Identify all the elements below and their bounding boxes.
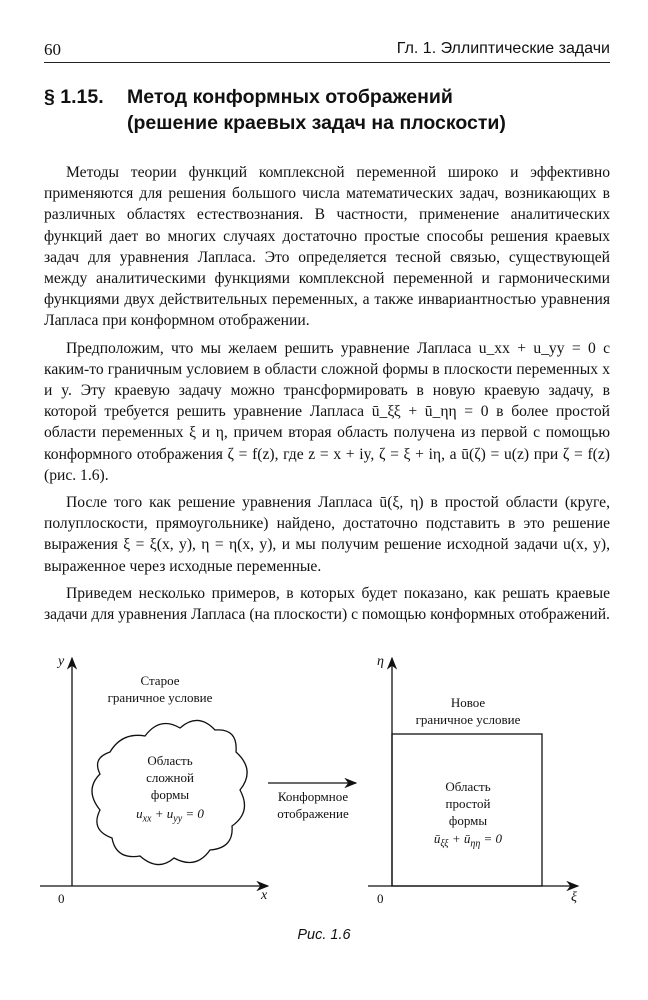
section-number: § 1.15. [44,86,104,108]
section-title-line-2: (решение краевых задач на плоскости) [127,112,506,134]
right-y-axis-label: η [377,654,384,669]
new-equation [404,830,532,853]
paragraph: После того как решение уравнения Лапласа ū(ξ, η) в простой области (круге, полуплоскости, прямоугольнике) найдено, достаточно подставить в это решение выражения ξ = ξ(x, y), η = η(x, y), и мы получим решение исходной задачи u(x, y), выраженное через исходные переменные. [44,494,610,575]
left-origin-label: 0 [58,891,65,906]
complex-region-label: Область сложной формы [146,753,194,802]
section-title-line-1: Метод конформных отображений [127,86,453,108]
left-y-axis-label: y [58,654,65,669]
old-equation [112,805,228,828]
chapter-title: Гл. 1. Эллиптические задачи [396,40,610,57]
new-boundary-label: Новое граничное условие [415,695,521,727]
body-text [44,162,610,631]
running-header [44,40,610,63]
old-boundary-label: Старое граничное условие [107,673,213,705]
right-x-axis-label: ξ [571,890,577,905]
left-equation: $u_{xx} + u_{yy} = 0$ [136,806,204,825]
paragraph: Приведем несколько примеров, в которых будет показано, как решать краевые задачи для уравнения Лапласа (на плоскости) с помощью конформных отображений. [44,584,610,624]
paragraph: Предположим, что мы желаем решить уравнение Лапласа u_xx + u_yy = 0 с каким-то граничным условием в области сложной формы в плоскости переменных x и y. Эту краевую задачу можно трансформировать в новую краевую задачу, в которой требуется решить уравнение Лапласа ū_ξξ + ū_ηη = 0 в более простой области переменных ξ и η, причем вторая область получена из первой с помощью конформного отображения ζ = f(z), где z = x + iy, ζ = ξ + iη, а ū(ζ) = u(z) при ζ = f(z) (рис. 1.6). [44,339,610,484]
left-x-axis-label: x [261,888,268,903]
figure-caption: Рис. 1.6 [297,927,351,943]
mapping-label: Конформное отображение [277,789,349,821]
right-equation: $ū_{\xi\xi}$ + $ū_{\eta\eta} = 0$ [433,831,503,850]
page-number: 60 [44,40,61,59]
paragraph: Методы теории функций комплексной переменной широко и эффективно применяются для решения большого числа математических задач, возникающих в различных областях естествознания. В частности, применение аналитических функций дает во многих случаях достаточно простые способы решения краевых задач для уравнения Лапласа. Это определяется тесной связью, существующей между аналитическими функциями комплексной переменной и гармоническими функциями двух действительных переменных, а также инвариантностью уравнения Лапласа при конформном отображении. [44,164,610,330]
right-origin-label: 0 [377,891,384,906]
figure-1-6 [0,650,648,950]
simple-region-label: Область простой формы [445,779,491,828]
